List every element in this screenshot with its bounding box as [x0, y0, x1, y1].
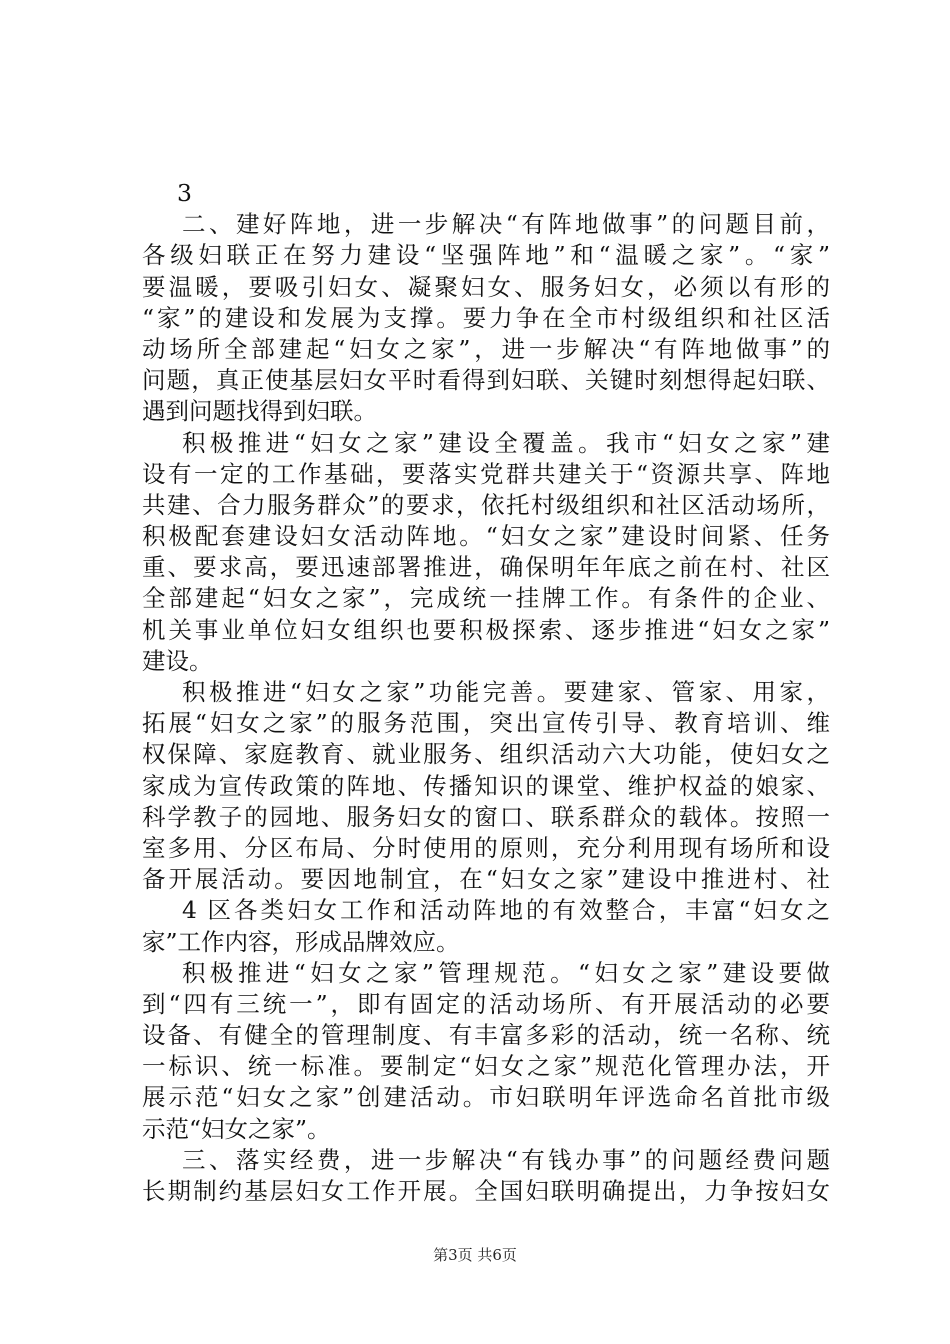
- text-line: 示范“妇女之家”。: [142, 1114, 331, 1143]
- text-line: 备开展活动。要因地制宜，在“妇女之家”建设中推进村、社: [142, 865, 830, 894]
- text-line: 到“四有三统一”，即有固定的活动场所、有开展活动的必要: [142, 989, 830, 1018]
- text-line: 积极推进“妇女之家”功能完善。要建家、管家、用家，: [182, 678, 830, 706]
- text-line: 遇到问题找得到妇联。: [142, 397, 377, 426]
- text-line: 4 区各类妇女工作和活动阵地的有效整合，丰富“妇女之: [182, 896, 830, 925]
- text-line: 一标识、统一标准。要制定“妇女之家”规范化管理办法，开: [142, 1052, 830, 1081]
- text-line: 共建、合力服务群众”的要求，依托村级组织和社区活动场所，: [142, 490, 830, 519]
- text-line: 全部建起“妇女之家”，完成统一挂牌工作。有条件的企业、: [142, 584, 830, 613]
- text-line: 积极配套建设妇女活动阵地。“妇女之家”建设时间紧、任务: [142, 522, 830, 551]
- text-line: 三、落实经费，进一步解决“有钱办事”的问题经费问题: [182, 1145, 830, 1174]
- text-line: 积极推进“妇女之家”管理规范。“妇女之家”建设要做: [182, 958, 830, 987]
- text-line: 长期制约基层妇女工作开展。全国妇联明确提出，力争按妇女: [142, 1177, 830, 1205]
- text-line: 家成为宣传政策的阵地、传播知识的课堂、维护权益的娘家、: [142, 771, 830, 800]
- text-line: 建设。: [142, 646, 213, 675]
- text-line: 室多用、分区布局、分时使用的原则，充分利用现有场所和设: [142, 833, 830, 862]
- text-line: 动场所全部建起“妇女之家”，进一步解决“有阵地做事”的: [142, 334, 830, 363]
- text-line: 权保障、家庭教育、就业服务、组织活动六大功能，使妇女之: [142, 740, 830, 769]
- text-line: 二、建好阵地，进一步解决“有阵地做事”的问题目前，: [182, 210, 830, 239]
- text-line: 家”工作内容，形成品牌效应。: [142, 927, 460, 956]
- text-line: 各级妇联正在努力建设“坚强阵地”和“温暖之家”。“家”: [142, 241, 830, 270]
- text-line: 要温暖，要吸引妇女、凝聚妇女、服务妇女，必须以有形的: [142, 272, 830, 301]
- text-line: 积极推进“妇女之家”建设全覆盖。我市“妇女之家”建: [182, 428, 830, 457]
- text-line: “家”的建设和发展为支撑。要力争在全市村级组织和社区活: [142, 303, 830, 332]
- text-line: 机关事业单位妇女组织也要积极探索、逐步推进“妇女之家”: [142, 615, 830, 644]
- text-line: 重、要求高，要迅速部署推进，确保明年年底之前在村、社区: [142, 553, 830, 582]
- text-line: 展示范“妇女之家”创建活动。市妇联明年评选命名首批市级: [142, 1083, 830, 1112]
- text-line: 科学教子的园地、服务妇女的窗口、联系群众的载体。按照一: [142, 802, 830, 831]
- text-line: 拓展“妇女之家”的服务范围，突出宣传引导、教育培训、维: [142, 709, 830, 738]
- text-line: 设备、有健全的管理制度、有丰富多彩的活动，统一名称、统: [142, 1021, 830, 1050]
- document-body: [142, 178, 830, 1207]
- page-footer: 第3页 共6页: [433, 1246, 517, 1264]
- text-line: 设有一定的工作基础，要落实党群共建关于“资源共享、阵地: [142, 459, 830, 488]
- page-number-marker: 3: [177, 179, 192, 207]
- text-line: 问题，真正使基层妇女平时看得到妇联、关键时刻想得起妇联、: [142, 366, 830, 395]
